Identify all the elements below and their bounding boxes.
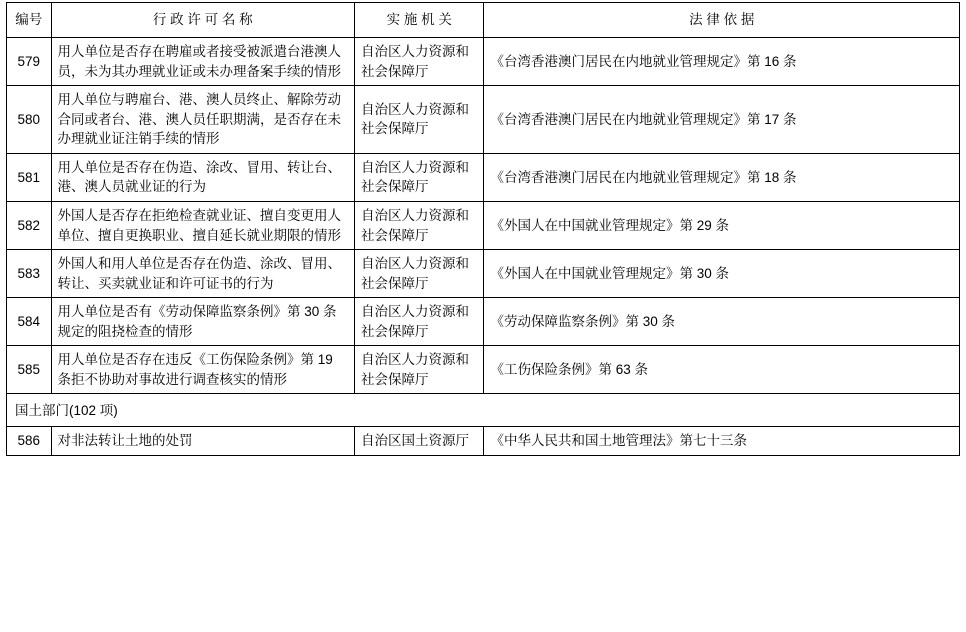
cell-license-name: 用人单位是否有《劳动保障监察条例》第 30 条规定的阻挠检查的情形 — [51, 298, 355, 346]
column-header-no: 编号 — [7, 3, 52, 38]
cell-organization: 自治区国土资源厅 — [355, 427, 484, 456]
cell-legal-basis: 《中华人民共和国土地管理法》第七十三条 — [484, 427, 960, 456]
cell-no: 586 — [7, 427, 52, 456]
cell-legal-basis: 《台湾香港澳门居民在内地就业管理规定》第 18 条 — [484, 153, 960, 201]
table-row — [7, 38, 960, 86]
cell-no: 585 — [7, 346, 52, 394]
table-header — [7, 3, 960, 38]
cell-no: 580 — [7, 86, 52, 154]
cell-legal-basis: 《外国人在中国就业管理规定》第 30 条 — [484, 250, 960, 298]
cell-license-name: 用人单位是否存在聘雇或者接受被派遣台港澳人员，未为其办理就业证或未办理备案手续的情形 — [51, 38, 355, 86]
table-row — [7, 298, 960, 346]
cell-license-name: 外国人和用人单位是否存在伪造、涂改、冒用、转让、买卖就业证和许可证书的行为 — [51, 250, 355, 298]
cell-no: 581 — [7, 153, 52, 201]
section-heading-label: 国土部门(102 项) — [7, 394, 960, 427]
cell-organization: 自治区人力资源和社会保障厅 — [355, 201, 484, 249]
cell-organization: 自治区人力资源和社会保障厅 — [355, 250, 484, 298]
column-header-name: 行 政 许 可 名 称 — [51, 3, 355, 38]
table-row — [7, 86, 960, 154]
cell-organization: 自治区人力资源和社会保障厅 — [355, 346, 484, 394]
cell-no: 583 — [7, 250, 52, 298]
administrative-license-table — [6, 2, 960, 456]
cell-no: 582 — [7, 201, 52, 249]
cell-no: 584 — [7, 298, 52, 346]
cell-license-name: 用人单位与聘雇台、港、澳人员终止、解除劳动合同或者台、港、澳人员任职期满，是否存在未办理就业证注销手续的情形 — [51, 86, 355, 154]
cell-legal-basis: 《劳动保障监察条例》第 30 条 — [484, 298, 960, 346]
table-body — [7, 38, 960, 456]
cell-no: 579 — [7, 38, 52, 86]
cell-organization: 自治区人力资源和社会保障厅 — [355, 153, 484, 201]
table-header-row — [7, 3, 960, 38]
column-header-basis: 法 律 依 据 — [484, 3, 960, 38]
table-row — [7, 427, 960, 456]
cell-organization: 自治区人力资源和社会保障厅 — [355, 86, 484, 154]
table-row — [7, 153, 960, 201]
cell-license-name: 用人单位是否存在违反《工伤保险条例》第 19 条拒不协助对事故进行调查核实的情形 — [51, 346, 355, 394]
cell-legal-basis: 《台湾香港澳门居民在内地就业管理规定》第 17 条 — [484, 86, 960, 154]
cell-license-name: 用人单位是否存在伪造、涂改、冒用、转让台、港、澳人员就业证的行为 — [51, 153, 355, 201]
cell-license-name: 外国人是否存在拒绝检查就业证、擅自变更用人单位、擅自更换职业、擅自延长就业期限的情形 — [51, 201, 355, 249]
table-row — [7, 250, 960, 298]
cell-organization: 自治区人力资源和社会保障厅 — [355, 298, 484, 346]
cell-legal-basis: 《工伤保险条例》第 63 条 — [484, 346, 960, 394]
cell-legal-basis: 《外国人在中国就业管理规定》第 29 条 — [484, 201, 960, 249]
cell-license-name: 对非法转让土地的处罚 — [51, 427, 355, 456]
cell-organization: 自治区人力资源和社会保障厅 — [355, 38, 484, 86]
table-row — [7, 201, 960, 249]
table-row — [7, 346, 960, 394]
column-header-org: 实 施 机 关 — [355, 3, 484, 38]
section-heading-row — [7, 394, 960, 427]
cell-legal-basis: 《台湾香港澳门居民在内地就业管理规定》第 16 条 — [484, 38, 960, 86]
